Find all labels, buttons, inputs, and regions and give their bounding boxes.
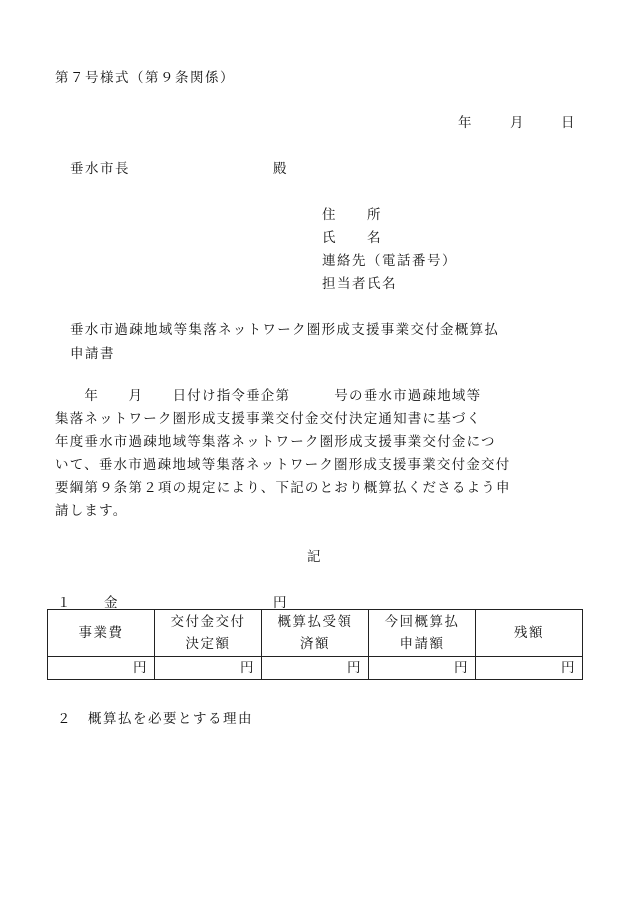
value-received-amount: 円 [262,657,369,680]
amount-table [47,609,583,680]
header-requested-amount: 今回概算払 申請額 [369,610,476,657]
date-day: 日 [561,115,576,131]
value-project-cost: 円 [48,657,155,680]
body-line6: 請します。 [55,503,128,519]
item2-label: 概算払を必要とする理由 [88,711,253,727]
body-line4: いて、垂水市過疎地域等集落ネットワーク圏形成支援事業交付金交付 [55,457,511,473]
body-line3: 年度垂水市過疎地域等集落ネットワーク圏形成支援事業交付金につ [55,434,496,450]
applicant-contact: 連絡先（電話番号） [322,253,457,269]
applicant-name: 氏 名 [322,230,382,246]
ki-heading: 記 [307,549,322,565]
applicant-address: 住 所 [322,207,382,223]
addressee-honorific: 殿 [273,161,288,177]
value-decided-amount: 円 [155,657,262,680]
applicant-person: 担当者氏名 [322,276,397,292]
table-header-row [48,610,583,657]
item2-number: ２ [57,711,72,727]
addressee-name: 垂水市長 [70,161,130,177]
header-remaining-amount: 残額 [476,610,583,657]
body-line1: 年 月 日付け指令垂企第 号の垂水市過疎地域等 [55,388,482,404]
title-line2: 申請書 [70,346,115,362]
title-line1: 垂水市過疎地域等集落ネットワーク圏形成支援事業交付金概算払 [70,322,500,338]
item1-number: １ [57,595,72,611]
body-line5: 要綱第９条第２項の規定により、下記のとおり概算払くださるよう申 [55,480,511,496]
header-decided-amount: 交付金交付 決定額 [155,610,262,657]
item1-label: 金 [104,595,119,611]
date-year: 年 [458,115,473,131]
date-month: 月 [510,115,525,131]
header-received-amount: 概算払受領 済額 [262,610,369,657]
form-number: 第７号様式（第９条関係） [55,70,235,86]
header-project-cost: 事業費 [48,610,155,657]
item1-unit: 円 [273,595,288,611]
value-remaining-amount: 円 [476,657,583,680]
body-line2: 集落ネットワーク圏形成支援事業交付金交付決定通知書に基づく [55,411,482,427]
value-requested-amount: 円 [369,657,476,680]
table-value-row [48,657,583,680]
